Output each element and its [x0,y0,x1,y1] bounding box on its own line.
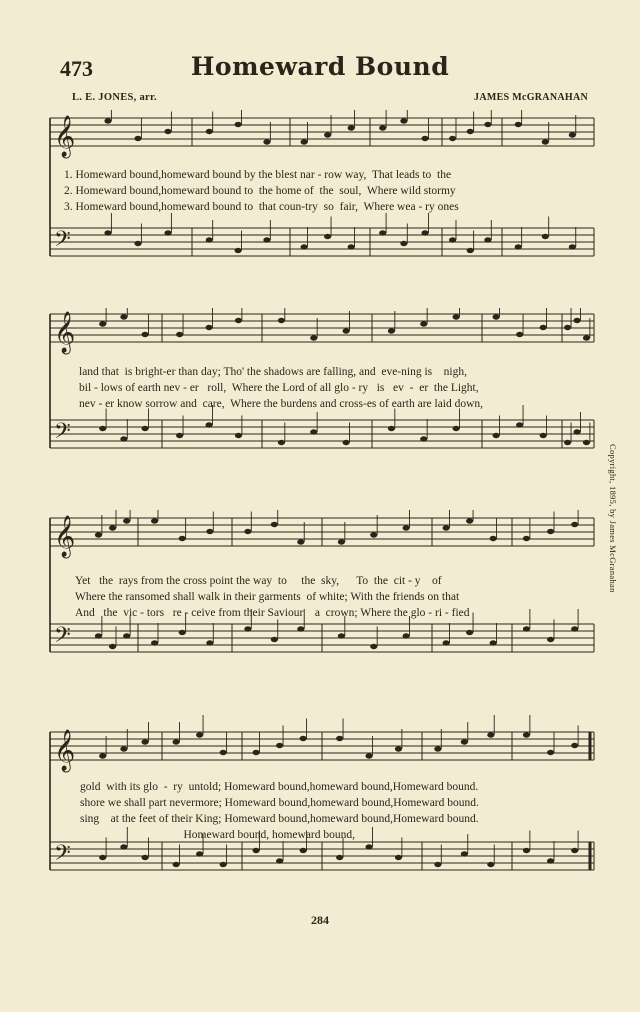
note-head [348,125,355,130]
note-head [449,136,456,141]
note-head [134,136,141,141]
note-head [244,529,251,534]
note-head [301,139,308,144]
note-head [276,743,283,748]
treble-clef-icon: 𝄞 [54,116,76,157]
note-head [271,637,278,642]
note-head [571,626,578,631]
note-head [453,426,460,431]
bass-clef-icon: 𝄢 [54,841,71,871]
note-head [134,241,141,246]
note-head [540,433,547,438]
note-head [95,532,102,537]
music-system-1 [42,110,602,300]
note-head [420,321,427,326]
note-head [569,132,576,137]
note-head [104,230,111,235]
note-head [421,230,428,235]
note-head [164,230,171,235]
treble-clef-icon: 𝄞 [54,730,76,771]
note-head [388,426,395,431]
note-head [300,848,307,853]
note-head [484,122,491,127]
bass-clef-icon: 𝄢 [54,623,71,653]
note-head [493,314,500,319]
note-head [123,518,130,523]
note-head [400,118,407,123]
note-head [388,328,395,333]
note-head [310,429,317,434]
lyric-verse-3: sing at the feet of their King; Homeward bound,homeward bound,Homeward bound. [80,813,479,825]
bass-clef-icon: 𝄢 [54,227,71,257]
note-head [278,318,285,323]
note-head [348,244,355,249]
note-head [449,237,456,242]
note-head [310,335,317,340]
note-head [540,325,547,330]
note-head [235,318,242,323]
note-head [547,858,554,863]
note-head [206,529,213,534]
note-head [379,125,386,130]
note-head [173,739,180,744]
note-head [300,736,307,741]
note-head [370,532,377,537]
note-head [120,314,127,319]
note-head [443,640,450,645]
note-head [297,626,304,631]
note-head [109,525,116,530]
note-head [205,325,212,330]
note-head [515,122,522,127]
note-head [206,640,213,645]
lyric-verse-2: 2. Homeward bound,homeward bound to the home of the soul, Where wild stormy [64,185,456,197]
note-head [164,129,171,134]
note-head [490,536,497,541]
note-head [487,732,494,737]
note-head [542,234,549,239]
note-head [141,855,148,860]
note-head [542,139,549,144]
music-system-4 [42,712,602,902]
composer-credit: JAMES McGRANAHAN [474,92,588,103]
note-head [466,630,473,635]
note-head [278,440,285,445]
note-head [244,626,251,631]
treble-clef-icon: 𝄞 [54,312,76,353]
note-head [403,633,410,638]
note-head [571,743,578,748]
lyric-verse-1: 1. Homeward bound,homeward bound by the blest nar - row way, That leads to the [64,169,452,181]
note-head [493,433,500,438]
hymn-title: Homeward Bound [190,52,450,81]
lyric-verse-1: land that is bright-er than day; Tho' the shadows are falling, and eve-ning is nigh, [79,366,467,378]
lyric-verse-2: bil - lows of earth nev - er roll, Where the Lord of all glo - ry is ev - er the Light, [79,382,479,394]
note-head [523,536,530,541]
lyric-refrain-alt: Homeward bound, homeward bound, [80,829,356,841]
note-head [571,522,578,527]
note-head [395,746,402,751]
note-head [176,332,183,337]
lyric-verse-3: And the vic - tors re - ceive from their Saviour a crown; Where the glo - ri - fied [75,607,470,619]
note-head [179,630,186,635]
note-head [301,244,308,249]
music-system-2 [42,308,602,498]
page-number: 284 [311,913,329,927]
note-head [141,739,148,744]
note-head [338,633,345,638]
note-head [253,750,260,755]
note-head [564,325,571,330]
note-head [220,750,227,755]
note-head [206,237,213,242]
note-head [523,732,530,737]
note-head [276,858,283,863]
note-head [569,244,576,249]
note-head [336,736,343,741]
note-head [271,522,278,527]
note-head [324,132,331,137]
note-head [403,525,410,530]
note-head [547,750,554,755]
note-head [324,234,331,239]
note-head [523,848,530,853]
note-head [173,862,180,867]
note-head [583,335,590,340]
lyric-verse-2: Where the ransomed shall walk in their garments of white; With the friends on that [75,591,460,603]
note-head [263,139,270,144]
note-head [99,426,106,431]
note-head [343,328,350,333]
note-head [120,436,127,441]
note-head [583,440,590,445]
note-head [176,433,183,438]
note-head [151,518,158,523]
note-head [109,644,116,649]
note-head [235,433,242,438]
note-head [547,637,554,642]
bass-clef-icon: 𝄢 [54,419,71,449]
note-head [99,855,106,860]
lyricist-credit: L. E. JONES, arr. [72,92,157,103]
lyric-verse-2: shore we shall part nevermore; Homeward bound,homeward bound,Homeward bound. [80,797,479,809]
note-head [467,248,474,253]
note-head [466,518,473,523]
music-system-3 [42,510,602,700]
lyric-verse-1: Yet the rays from the cross point the way to the sky, To the cit - y of [75,575,442,587]
note-head [343,440,350,445]
note-head [205,422,212,427]
note-head [400,241,407,246]
hymn-number: 473 [60,56,93,81]
note-head [484,237,491,242]
note-head [461,739,468,744]
note-head [421,136,428,141]
note-head [573,429,580,434]
note-head [547,529,554,534]
note-head [141,426,148,431]
note-head [120,746,127,751]
note-head [338,539,345,544]
note-head [99,753,106,758]
note-head [365,844,372,849]
note-head [370,644,377,649]
note-head [235,122,242,127]
note-head [179,536,186,541]
note-head [196,851,203,856]
lyric-verse-3: 3. Homeward bound,homeward bound to that coun-try so fair, Where wea - ry ones [64,201,459,213]
note-head [123,633,130,638]
note-head [297,539,304,544]
note-head [253,848,260,853]
note-head [206,129,213,134]
note-head [104,118,111,123]
note-head [151,640,158,645]
note-head [420,436,427,441]
note-head [95,633,102,638]
note-head [461,851,468,856]
note-head [141,332,148,337]
note-head [120,844,127,849]
note-head [379,230,386,235]
note-head [263,237,270,242]
note-head [443,525,450,530]
note-head [434,862,441,867]
treble-clef-icon: 𝄞 [54,516,76,557]
note-head [235,248,242,253]
note-head [395,855,402,860]
note-head [573,318,580,323]
note-head [487,862,494,867]
note-head [490,640,497,645]
note-head [564,440,571,445]
note-head [336,855,343,860]
note-head [220,862,227,867]
note-head [516,332,523,337]
note-head [571,848,578,853]
lyric-verse-1: gold with its glo - ry untold; Homeward bound,homeward bound,Homeward bound. [80,781,479,793]
note-head [196,732,203,737]
note-head [99,321,106,326]
note-head [467,129,474,134]
note-head [434,746,441,751]
note-head [453,314,460,319]
copyright-notice: Copyright, 1895, by James McGranahan [608,444,618,593]
note-head [516,422,523,427]
note-head [523,626,530,631]
note-head [365,753,372,758]
lyric-verse-3: nev - er know sorrow and care, Where the burdens and cross-es of earth are laid down, [79,398,484,410]
note-head [515,244,522,249]
